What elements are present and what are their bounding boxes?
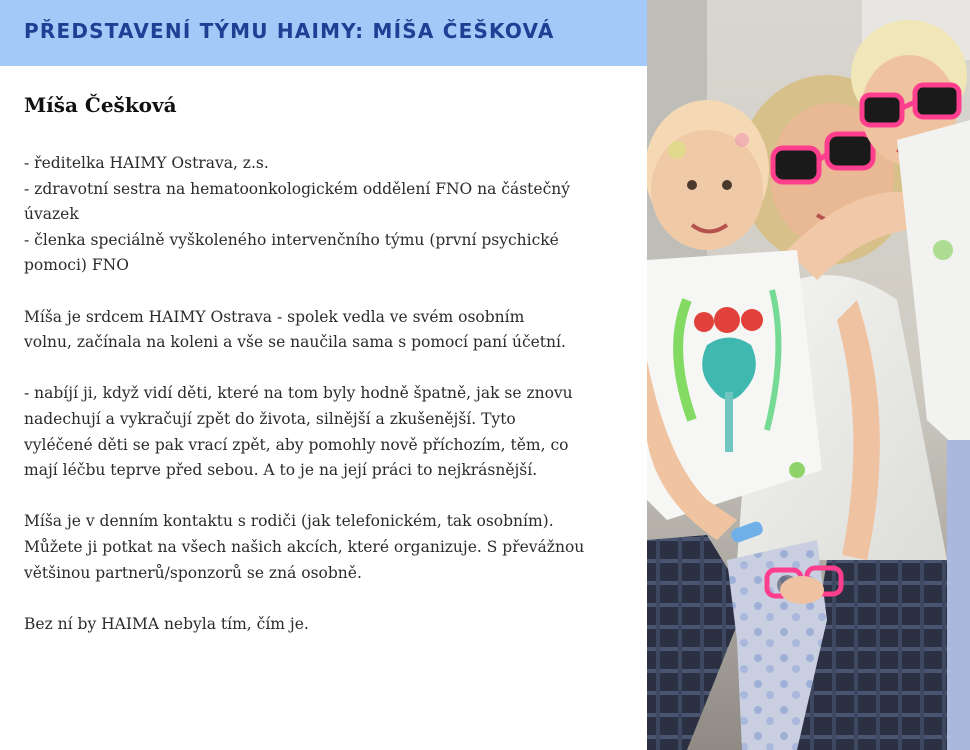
text-line: Bez ní by HAIMA nebyla tím, čím je. [24, 614, 309, 633]
intro-paragraph [24, 305, 624, 356]
person-name: Míša Češková [24, 93, 177, 117]
header-banner [0, 0, 647, 66]
text-line: mají léčbu teprve před sebou. A to je na její práci to nejkrásnější. [24, 461, 538, 480]
profile-content [24, 92, 624, 663]
text-line: - ředitelka HAIMY Ostrava, z.s. [24, 154, 269, 172]
motivation-paragraph [24, 381, 624, 483]
text-line: Míša je v denním kontaktu s rodiči (jak telefonickém, tak osobním). [24, 512, 554, 531]
text-line: - nabíjí ji, když vidí děti, které na tom byly hodně špatně, jak se znovu [24, 384, 573, 403]
page-title: PŘEDSTAVENÍ TÝMU HAIMY: MÍŠA ČEŠKOVÁ [24, 19, 555, 43]
closing-paragraph [24, 612, 624, 638]
text-line: většinou partnerů/sponzorů se zná osobně. [24, 563, 362, 582]
role-list [24, 151, 624, 279]
text-line: úvazek [24, 205, 79, 224]
text-line: volnu, začínala na koleni a vše se naučila sama s pomocí paní účetní. [24, 333, 566, 352]
text-line: pomoci) FNO [24, 256, 129, 275]
text-line: - členka speciálně vyškoleného intervenčního týmu (první psychické [24, 230, 559, 249]
text-line: Míša je srdcem HAIMY Ostrava - spolek vedla ve svém osobním [24, 307, 525, 326]
text-line: nadechují a vykračují zpět do života, silnější a zkušenější. Tyto [24, 409, 516, 428]
contact-paragraph [24, 509, 624, 586]
text-line: - zdravotní sestra na hematoonkologickém oddělení FNO na částečný [24, 179, 571, 198]
text-line: Můžete ji potkat na všech našich akcích, které organizuje. S převážnou [24, 537, 585, 556]
text-line: vyléčené děti se pak vrací zpět, aby pomohly nově příchozím, těm, co [24, 435, 569, 454]
team-photo [647, 0, 970, 750]
